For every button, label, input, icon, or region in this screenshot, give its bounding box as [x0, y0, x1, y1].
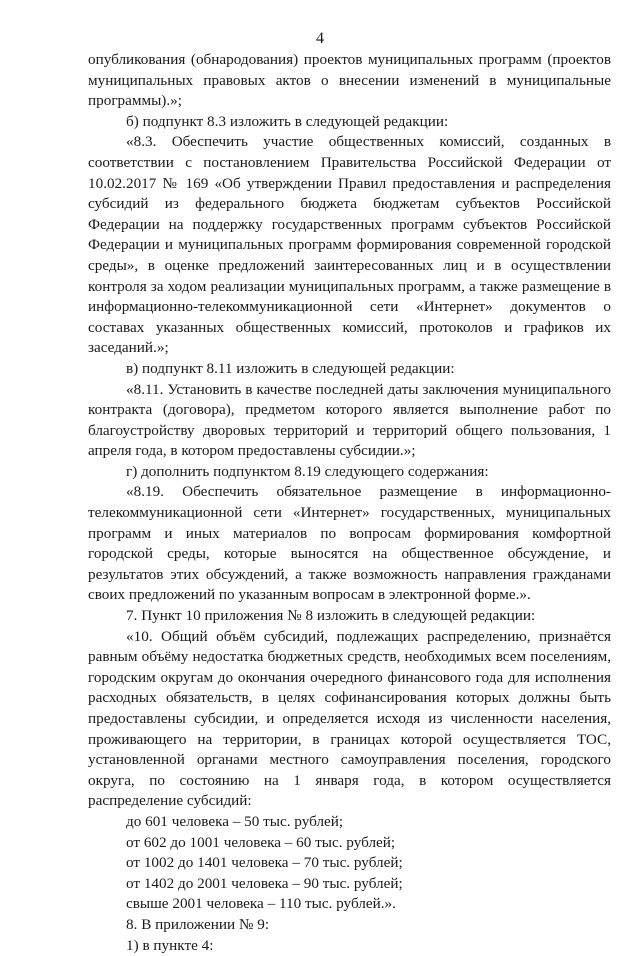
document-body [88, 50, 611, 956]
paragraph: «8.3. Обеспечить участие общественных комиссий, созданных в соответствии с постановлением Правительства Российской Федерации от 10.02.2017 № 169 «Об утверждении Правил предоставления и распределения субсидий из федерального бюджета бюджетам субъектов Российской Федерации на поддержку государственных программ субъектов Российской Федерации и муниципальных программ формирования современной городской среды», в оценке предложений заинтересованных лиц и в осуществлении контроля за ходом реализации муниципальных программ, а также размещение в информационно-телекоммуникационной сети «Интернет» документов о составах указанных общественных комиссий, протоколов и графиков их заседаний.»; [88, 133, 611, 357]
paragraph: опубликования (обнародования) проектов муниципальных программ (проектов муниципальных правовых актов о внесении изменений в муниципальные программы).»; [88, 51, 611, 110]
list-item: 8. В приложении № 9: [126, 915, 270, 933]
list-item: от 602 до 1001 человека – 60 тыс. рублей; [126, 833, 396, 851]
paragraph: б) подпункт 8.3 изложить в следующей редакции: [126, 112, 449, 130]
list-item: свыше 2001 человека – 110 тыс. рублей.». [126, 895, 396, 913]
subsidy-list [88, 812, 611, 956]
page-number: 4 [316, 30, 324, 47]
list-item: 1) в пункте 4: [126, 936, 214, 954]
paragraph: г) дополнить подпунктом 8.19 следующего содержания: [126, 462, 489, 480]
paragraph: «8.11. Установить в качестве последней даты заключения муниципального контракта (договора), предметом которого является выполнение работ по благоустройству дворовых территорий и территорий общего пользования, 1 апреля года, в котором предоставлены субсидии.»; [88, 380, 611, 460]
list-item: от 1402 до 2001 человека – 90 тыс. рублей; [126, 874, 403, 892]
paragraph: в) подпункт 8.11 изложить в следующей редакции: [126, 359, 455, 377]
paragraph: «10. Общий объём субсидий, подлежащих распределению, признаётся равным объёму недостатка бюджетных средств, необходимых всем поселениям, городским округам до окончания очередного финансового года для исполнения расходных обязательств, в целях софинансирования которых должны быть предоставлены субсидии, и определяется исходя из численности населения, проживающего на территории, в границах которой осуществляется ТОС, установленной органами местного самоуправления поселения, городского округа, по состоянию на 1 января года, в котором осуществляется распределение субсидий: [88, 627, 611, 810]
list-item: до 601 человека – 50 тыс. рублей; [126, 812, 344, 830]
paragraph: «8.19. Обеспечить обязательное размещение в информационно-телекоммуникационной сети «Интернет» государственных, муниципальных программ и иных материалов по вопросам формирования комфортной городской среды, которые выносятся на общественное обсуждение, и результатов этих обсуждений, а также возможность направления гражданами своих предложений по указанным вопросам в электронной форме.». [88, 483, 611, 604]
list-item: от 1002 до 1401 человека – 70 тыс. рублей; [126, 854, 403, 872]
paragraph: 7. Пункт 10 приложения № 8 изложить в следующей редакции: [126, 607, 536, 625]
